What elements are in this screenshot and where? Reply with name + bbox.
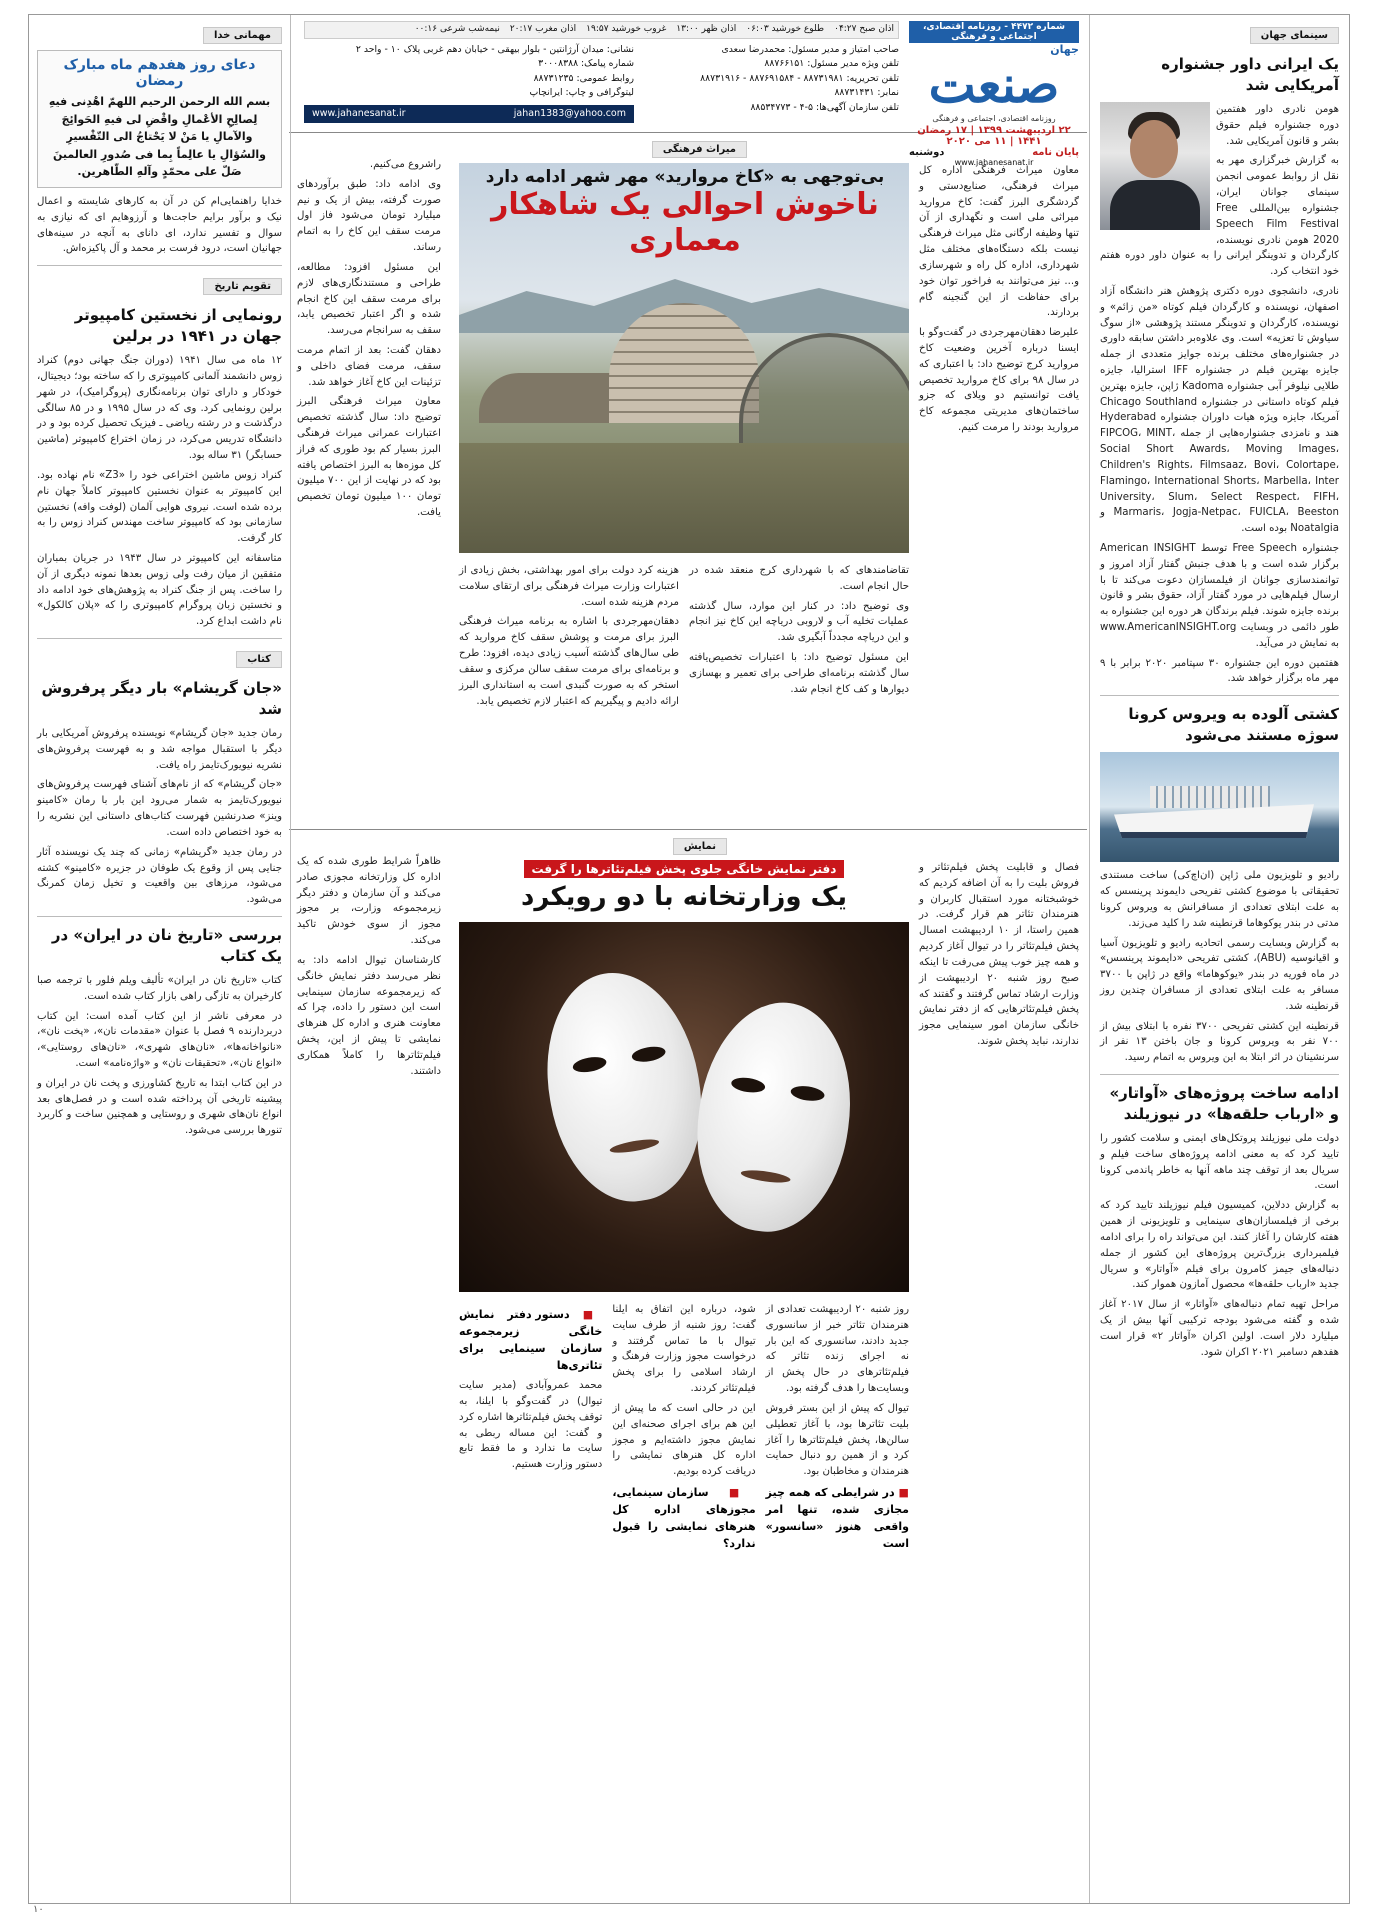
story-first-computer-body <box>37 353 282 630</box>
prayer-translation: خدایا راهنمایی‌ام کن در آن به کارهای شایسته و اعمال نیک و برآور برایم حاجت‌ها و آرزوهایم ای که نیازی به سوال و تفسیر ندارد، ای دانای به آنچه در سینه‌های جهانیان است، درود فرست بر محمد و آل پاکیزه‌اش. <box>37 195 282 255</box>
theatre-bottom-col-b <box>612 1302 755 1556</box>
prayer-times-bar <box>304 21 899 39</box>
newspaper-page <box>28 14 1350 1915</box>
info-line: نشانی: میدان آرژانتین - بلوار بیهقی - خیابان دهم غربی پلاک ۱۰ - واحد ۲ <box>355 43 634 55</box>
paragraph: رادیو و تلویزیون ملی ژاپن (ان‌اچ‌کی) ساخت مستندی تحقیقاتی با موضوع کشتی تفریحی دایموند پرینسس که به علت ابتلای تعدادی از مسافرانش به ویروس کرونا مدتی در بندر یوکوهاما قرنطینه شد را کلید می‌زند. <box>1100 870 1339 929</box>
paragraph: معاون میراث فرهنگی اداره کل میراث فرهنگی، صنایع‌دستی و گردشگری البرز گفت: کاخ مروارید میراثی ملی است و نگهداری از آن تنها وظیفه ارگانی مثل میراث فرهنگی نیست بلکه دستگاه‌های مختلف مثل شهرداری، اداره کل راه و شهرسازی و... نیز می‌توانند به فراخور توان خود برای حفاظت از این گنجینه گام بردارند. <box>919 165 1079 319</box>
paragraph: ۱۲ ماه می سال ۱۹۴۱ (دوران جنگ جهانی دوم) کنراد زوس دانشمند آلمانی کامپیوتری را که ساخته بود؛ دیجیتال، خودکار و دارای توان برنامه‌نگاری (پروگرامیک)، در شهر برلین رونمایی کرد. وی که در سال ۱۹۹۵ و در ۸۵ سالگی درگذشت و در رشته ریاضی ـ فیزیک تحصیل کرده بود و در دانشگاه تدریس می‌کرد، در زمان اختراع کامپیوتر (ماشین حسابگر) ۳۱ ساله بود. <box>37 355 282 462</box>
paragraph: کنراد زوس ماشین اختراعی خود را «Z3» نام نهاده بود. این کامپیوتر به عنوان نخستین کامپیوتر کاملاً جهان نام برده شده است. نیروی هوایی آلمان (لوفت وافه) نخستین سازمانی بود که کامپیوتر ساخت مهندس کنراد زوس را به کار گرفت. <box>37 469 282 545</box>
story-bread-history-body <box>37 973 282 1139</box>
photo-shell-structure <box>739 333 909 453</box>
page-label: پایان نامه <box>1032 147 1079 158</box>
divider <box>37 265 282 266</box>
ship-deck <box>1150 786 1270 808</box>
info-line: شماره پیامک: ۳۰۰۰۸۳۸۸ <box>538 58 634 70</box>
paragraph: کارشناسان تیوال ادامه داد: به نظر می‌رسد دفتر نمایش خانگی که زیرمجموعه سازمان سینمایی است این دستور را داده، چرا که معاونت هنری و اداره کل هنرهای نمایشی تا پیش از این، پخش فیلم‌تئاترها را کاملاً همکاری داشتند. <box>297 954 441 1077</box>
info-line: تلفن سازمان آگهی‌ها: ۵-۴ - ۸۸۵۳۴۷۷۳ <box>750 101 899 113</box>
info-line: تلفن تحریریه: ۸۸۷۳۱۹۸۱ - ۸۸۷۶۹۱۵۸۴ - ۸۸۷۳۱۹۱۶ <box>700 72 899 84</box>
page-number: ۱۰ <box>33 1904 44 1915</box>
paragraph: ظاهراً شرایط طوری شده که یک اداره کل وزارتخانه مجوزی صادر می‌کند و آن سازمان و دفتر دیگر زیرمجموعه وزارت، بر مجوز مجوز از سوی خودش تاکید می‌کند. <box>297 856 441 947</box>
story-avatar-body <box>1100 1131 1339 1360</box>
paragraph: فصال و قابلیت پخش فیلم‌تئاتر و فروش بلیت را به آن اضافه کردیم که خوشبختانه مورد استقبال کاربران و هنرمندان تئاتر هم قرار گرفت. در همین راستا، از ۱۰ اردیبهشت امسال پخش فیلم‌تئاتر را در تیوال آغاز کردیم و همه چیز خوب پیش می‌رفت تا اینکه صبح روز شنبه ۲۰ اردیبهشت از وزارت ارشاد تماس گرفتند و گفتند که پخش فیلم‌تئاترهایی که از دفتر نمایش خانگی سازمان امور سینمایی مجوز ندارند، نباید پخش شوند. <box>919 862 1080 1047</box>
photo-ground <box>459 443 909 553</box>
paragraph: این مسئول توضیح داد: با اعتبارات تخصیص‌یافته سال گذشته برنامه‌ای طراحی برای تعمیر و بهسازی دیوارها و کف کاخ انجام شد. <box>689 652 909 695</box>
info-line: لیتوگرافی و چاپ: ایرانچاپ <box>529 87 634 99</box>
info-line: تلفن ویژه مدیر مسئول: ۸۸۷۶۶۱۵۱ <box>764 58 899 70</box>
theatre-bottom-col-a <box>766 1302 909 1556</box>
mask-mouth <box>740 1168 791 1185</box>
theatre-masks-photo <box>459 922 909 1292</box>
theatre-col-right <box>919 860 1079 1054</box>
paragraph: متاسفانه این کامپیوتر در سال ۱۹۴۳ در جریان بمباران متفقین از میان رفت ولی زوس بعدها نمونه دیگری از آن را ساخت. پس از جنگ کنراد به پژوهش‌های خود ادامه داد و نخستین زبان پروگرام کامپیوتری را که «پلان کالکول» نام داشت ابداع کرد. <box>37 552 282 628</box>
story-first-computer-title[interactable]: رونمایی از نخستین کامپیوتر جهان در ۱۹۴۱ در برلین <box>74 306 282 346</box>
portrait-photo <box>1100 102 1210 230</box>
paragraph: به گزارش وبسایت رسمی اتحادیه رادیو و تلویزیون آسیا و اقیانوسیه (ABU)، کشتی تفریحی «دایموند پرینسس» در ماه فوریه در بندر «یوکوهاما» واقع در ژاپن با ۳۷۰۰ مسافر به علت ابتلای تعدادی از مسافران چندین روز قرنطینه شد. <box>1100 937 1340 1012</box>
paragraph: شود، درباره این اتفاق به ایلنا گفت: روز شنبه از طرف سایت تیوال با ما تماس گرفتند و درخواست مجوز وزارت فرهنگ و ارشاد اسلامی را برای پخش فیلم‌تئاتر کردند. <box>612 1304 756 1395</box>
left-column <box>29 15 291 1903</box>
divider <box>1100 695 1339 696</box>
paragraph: دولت ملی نیوزیلند پروتکل‌های ایمنی و سلامت کشور را تایید کرد که به معنی ادامه پروژه‌های ساخت فیلم و سریال بعد از توقف چند ماهه آنها به خاطر پاندمی کرونا است. <box>1100 1133 1339 1192</box>
divider <box>37 916 282 917</box>
paragraph: تقاضامندهای که با شهرداری کرج منعقد شده در حال انجام است. <box>689 565 909 592</box>
paragraph: در رمان جدید «گریشام» زمانی که چند یک نویسنده آثار جنایی پس از وقوع یک طوفان در جزیره «کامینو» کشته می‌شود، مرزهای بین واقعیت و تخیل زمان کمرنگ می‌شود. <box>37 846 282 906</box>
paragraph: رمان جدید «جان گریشام» نویسنده پرفروش آمریکایی بار دیگر با استقبال مواجه شد و به فهرست پرفروش‌های نشریه نیویورک‌تایمز راه یافت. <box>37 728 282 771</box>
paragraph: روز شنبه ۲۰ اردیبهشت تعدادی از هنرمندان تئاتر خبر از سانسوری جدید دادند، سانسوری که این بار نه اجرای زنده تئاتر که فیلم‌تئاترهای در حال پخش از وبسایت‌ها را هدف گرفته بود. <box>765 1304 909 1395</box>
mask-eye <box>730 1076 766 1095</box>
divider <box>1100 1074 1339 1075</box>
heritage-bottom-col-a <box>689 563 909 713</box>
issue-date: ۲۲ اردیبهشت ۱۳۹۹ | ۱۷ رمضان ۱۴۴۱ | ۱۱ می ۲۰۲۰ <box>917 125 1071 147</box>
mask-right <box>684 993 865 1242</box>
subheading: ■ سازمان سینمایی، مجوزهای اداره کل هنرهای نمایشی را قبول ندارد؟ <box>612 1484 755 1552</box>
heritage-headline[interactable]: ناخوش احوالی یک شاهکار معماری <box>491 187 879 258</box>
theatre-story <box>289 830 1087 1903</box>
heritage-col-right <box>919 163 1079 440</box>
prayer-time: اذان صبح ۰۴:۲۷ <box>834 24 894 34</box>
theatre-bottom-col-c <box>459 1302 602 1556</box>
center-column <box>289 15 1087 1903</box>
ship-hull <box>1114 804 1314 838</box>
paragraph: به گزارش ددلاین، کمیسیون فیلم نیوزیلند تایید کرد که برخی از فیلمسازان‌های سینمایی و تلویزیونی از همین هفته کارشان را آغاز کنند. این می‌تواند راه را برای ادامه فیلمبرداری بزرگ‌ترین پروژه‌های این کشور از جمله دنباله‌های جیمز کامرون برای فیلم «آواتار» و سریال جدید «ارباب حلقه‌ها» محصول آمازون هموار کند. <box>1100 1200 1339 1291</box>
paragraph: «جان گریشام» که از نام‌های آشنای فهرست پرفروش‌های نیویورک‌تایمز به شمار می‌رود این بار با رمان «کامینو وینز» صدرنشین فهرست کتاب‌های داستانی این نشریه را به خود اختصاص داده است. <box>37 779 282 838</box>
email-link[interactable]: jahan1383@yahoo.com <box>513 107 626 119</box>
story-iranian-juror-title[interactable]: یک ایرانی داور جشنواره آمریکایی شد <box>1161 55 1339 94</box>
heritage-title-block <box>465 167 905 259</box>
logo-tagline: روزنامه اقتصادی، اجتماعی و فرهنگی <box>932 114 1056 123</box>
issue-strip: شماره ۴۴۷۲ - روزنامه اقتصادی، اجتماعی و فرهنگی <box>909 21 1079 43</box>
story-bread-history-title[interactable]: بررسی «تاریخ نان در ایران» در یک کتاب <box>51 925 282 965</box>
paragraph: دهقان‌مهرجردی با اشاره به برنامه میراث فرهنگی البرز برای مرمت و پوشش سقف کاخ مروارید که طی سال‌های گذشته آسیب زیادی دیده، افزود: طرح و برنامه‌ای برای مرمت سقف سالن مرکزی و سقف استخر که به صورت گنبدی است به استانداری البرز ارائه دادیم و پیگیریم که اعتبار لازم تخصیص یابد. <box>459 616 679 707</box>
prayer-time: طلوع خورشید ۰۶:۰۳ <box>746 24 825 34</box>
section-tab-ramadan: مهمانی خدا <box>203 27 282 44</box>
subheading: ■ در شرایطی که همه چیز مجازی شده، تنها امر واقعی هنوز «سانسور» است <box>766 1484 909 1552</box>
right-column <box>1089 15 1349 1903</box>
heritage-bottom-col-b <box>459 563 679 713</box>
portrait-shirt <box>1110 180 1200 230</box>
weekday: دوشنبه <box>909 147 945 158</box>
cruise-ship-photo <box>1100 752 1339 862</box>
story-avatar-title[interactable]: ادامه ساخت پروژه‌های «آواتار» و «ارباب حلقه‌ها» در نیوزیلند <box>1109 1084 1339 1123</box>
paragraph: معاون میراث فرهنگی البرز توضیح داد: سال گذشته تخصیص اعتبارات عمرانی میراث فرهنگی البرز بسیار کم بود طوری که فراز کل موزه‌ها به البرز اختصاص یافته بود که در نهایت از این ۷۰۰ میلیون تومان ۱۰۰ میلیون تومان تخصیص یافت. <box>297 396 441 519</box>
heritage-story <box>289 133 1087 830</box>
theatre-col-left <box>289 854 449 1083</box>
section-tab-theatre: نمایش <box>673 838 727 855</box>
paragraph: این در حالی است که ما پیش از این هم برای اجرای صحنه‌ای این نمایش مجوز داشته‌ایم و مجوز اداره کل هنرهای نمایشی را دریافت کرده بودیم. <box>612 1402 756 1478</box>
mask-eye <box>631 1044 667 1064</box>
paragraph: قرنطینه این کشتی تفریحی ۳۷۰۰ نفره با ابتلای بیش از ۷۰۰ نفر به ویروس کرونا و جان باختن ۱۳ نفر از سرنشینان در اثر ابتلا به این ویروس به اتمام رسید. <box>1100 1020 1340 1064</box>
story-grisham-title[interactable]: «جان گریشام» بار دیگر پرفروش شد <box>41 679 282 719</box>
heritage-col-left <box>289 157 449 525</box>
section-tab-books: کتاب <box>236 651 282 668</box>
prayer-time: نیمه‌شب شرعی ۰۰:۱۶ <box>414 24 500 34</box>
mask-mouth <box>609 1137 660 1156</box>
heritage-kicker: بی‌توجهی به «کاخ مروارید» مهر شهر ادامه دارد <box>485 167 885 187</box>
theatre-title-block <box>459 858 909 912</box>
website-link[interactable]: www.jahanesanat.ir <box>312 107 406 119</box>
theatre-bottom-text <box>459 1302 909 1556</box>
theatre-headline[interactable]: یک وزارتخانه با دو رویکرد <box>521 882 847 912</box>
paragraph: علیرضا دهقان‌مهرجردی در گفت‌وگو با ایسنا درباره آخرین وضعیت کاخ مروارید کرج توضیح داد: با اعتباری که در سال ۹۸ برای کاخ مروارید تخصیص یافت توانستیم دو ویلای که جزو ساختمان‌های مدیریتی مجموعه کاخ مروارید بودند را مرمت کنیم. <box>919 327 1079 433</box>
story-grisham-body <box>37 726 282 908</box>
paragraph: در معرفی ناشر از این کتاب آمده است: این کتاب دربردارنده ۹ فصل با عنوان «مقدمات نان»، «پخت نان»، «نانواخانه‌ها»، «نان‌های شهری»، «نان‌های روستایی»، «انواع نان»، «تحقیقات نان» و «واژه‌نامه» است. <box>37 1010 282 1070</box>
divider <box>37 638 282 639</box>
web-email-bar <box>304 105 634 124</box>
paragraph: وی توضیح داد: در کنار این موارد، سال گذشته عملیات تخلیه آب و لاروبی دریاچه این کاخ نیز انجام و این دریاچه مجدداً آبگیری شد. <box>689 600 909 644</box>
prayer-time: اذان ظهر ۱۳:۰۰ <box>676 24 737 34</box>
mask-left <box>530 961 718 1214</box>
paragraph: تیوال که پیش از این بستر فروش بلیت تئاترها بود، با آغاز تعطیلی سالن‌ها، پخش فیلم‌تئاترها را آغاز کرد و از همین رو دنبال حمایت هنرمندان و مخاطبان بود. <box>765 1402 909 1478</box>
heritage-bottom-text <box>459 563 909 713</box>
paragraph: کتاب «تاریخ نان در ایران» تألیف ویلم فلور با ترجمه صبا کارخیران به تازگی راهی بازار کتاب شده است. <box>37 974 282 1002</box>
section-tab-heritage: میراث فرهنگی <box>652 141 747 158</box>
info-line: نمابر: ۸۸۷۳۱۴۳۱ <box>834 87 899 99</box>
logo-wordmark: صنعت <box>928 55 1060 114</box>
paragraph: هفتمین دوره این جشنواره ۳۰ سپتامبر ۲۰۲۰ برابر با ۹ مهر ماه برگزار خواهد شد. <box>1100 657 1340 685</box>
paragraph: دهقان گفت: بعد از اتمام مرمت سقف، مرمت فضای داخلی و تزئینات این کاخ آغاز خواهد شد. <box>297 344 441 388</box>
prayer-title: دعای روز هفدهم ماه مبارک رمضان <box>63 57 256 89</box>
portrait-face <box>1130 120 1178 178</box>
logo-prefix: جهان <box>1050 43 1079 56</box>
masthead-info <box>304 21 899 123</box>
mask-eye <box>572 1055 608 1075</box>
paragraph: هومن نادری داور هفتمین دوره جشنواره فیلم حقوق بشر و قانون آمریکایی شد. <box>1216 104 1339 147</box>
paragraph: در این کتاب ابتدا به تاریخ کشاورزی و پخت نان در ایران و پیشینه تاریخی آن پرداخته شده است و در فصل‌های بعد انواع نان‌های شهری و روستایی و همچنین ساخت و کاربرد تنورها بررسی می‌شود. <box>37 1077 282 1137</box>
info-line: روابط عمومی: ۸۸۷۳۱۲۳۵ <box>533 72 634 84</box>
paragraph: این مسئول افزود: مطالعه، طراحی و مستندنگاری‌های لازم برای مرمت سقف این کاخ انجام شده و اگر اعتبار تخصیص یابد، سقف به سرانجام می‌رسد. <box>297 261 441 337</box>
paragraph: جشنواره Free Speech توسط American INSIGHT برگزار شده است و با هدف جنبش گفتار آزاد امروز و توانمندسازی جوانان از فیلمسازان دعوت می‌کند تا با ارسال فیلم‌هایی در مورد گفتار آزاد، حقوق بشر و قانون برنده جایزه شوند. فیلم برندگان هر دوره این جشنواره به طور دائمی در وبسایت www.AmericanINSIGHT.org به نمایش در می‌آید. <box>1100 542 1340 649</box>
paragraph: نادری، دانشجوی دوره دکتری پژوهش هنر دانشگاه آزاد اصفهان، نویسنده و کارگردان فیلم کوتاه «من زائم» و نویسنده، کارگردان و تدوینگر مستند پژوهشی «از سوگ سیاوش تا تعزیه» است. وی علاوه‌بر داشتن سابقه داوری در جشنواره‌های مختلف برنده جوایز متعددی از جمله جایزه بهترین فیلم در جشنواره IFF استرالیا، جایزه طلایی نیلوفر آبی جشنواره Kadoma ژاپن، جایزه بهترین فیلم کوتاه داستانی در جشنواره Chicago Southland آمریکا، جایزه ویژه هیات داوران جشنواره Hyderabad هند و نامزدی جشنواره‌هایی از جمله FIPCOG، MINT، Social Short Awards، Moving Images، Children's Rights، Filmsaaz، Bovi، Colortape، Flamingo، International Shorts، Marbella، Inter University، Slum، Select Respect، FIFH، Marmaris، Jogja-Netpac، FUICLA، Beeston و Noatalgia بوده است. <box>1100 285 1339 535</box>
prayer-time: غروب خورشید ۱۹:۵۷ <box>586 24 667 34</box>
section-tab-history: تقویم تاریخ <box>203 278 282 295</box>
story-cruise-ship-body <box>1100 868 1339 1066</box>
website-small[interactable]: www.jahanesanat.ir <box>954 158 1034 167</box>
masthead-info-left <box>304 43 634 123</box>
paragraph: راشروع می‌کنیم. <box>369 159 441 170</box>
theatre-kicker: دفتر نمایش خانگی جلوی پخش فیلم‌تئاترها را گرفت <box>524 860 845 878</box>
masthead-info-right <box>642 43 899 123</box>
prayer-arabic-text: بسم الله الرحمن الرحیم اللهمّ اهْدِنی فیهِ لِصالِحِ الأعْمالِ واقْضِ لی فیهِ الحَوائِجَ والآمالِ یا مَنْ لا یَحْتاجُ الی التّفْسیرِ والسُؤالِ یا عالِماً بِما فی صُدورِ العالمینَ صَلّ علی محمّدٍ وآلهِ الطّاهرین. <box>48 95 271 179</box>
paragraph: مراحل تهیه تمام دنباله‌های «آواتار» از سال ۲۰۱۷ آغاز شده و گفته می‌شود بودجه ترکیبی آنها بیش از یک میلیارد دلار است. اولین اکران «آواتار ۲» قرار است هفدهم دسامبر ۲۰۲۱ اکران شود. <box>1100 1299 1339 1358</box>
story-cruise-ship-title[interactable]: کشتی آلوده به ویروس کرونا سوژه مستند می‌شود <box>1128 705 1339 745</box>
daily-prayer-box <box>37 50 282 188</box>
mask-eye <box>790 1084 826 1103</box>
paragraph: محمد عمروآبادی (مدیر سایت تیوال) در گفت‌وگو با ایلنا، به توقف پخش فیلم‌تئاترها اشاره کرد و گفت: این مساله ربطی به سایت ما ندارد و ما فقط تابع دستور وزارت هستیم. <box>459 1380 603 1471</box>
paragraph: به گزارش خبرگزاری مهر به نقل از روابط عمومی انجمن سینمای جوانان ایران، جشنواره بین‌المللی Free Speech Film Festival 2020 هومن نادری نویسنده، کارگردان و تدوینگر ایرانی را به عنوان داور دوره هفتم خود انتخاب کرد. <box>1100 155 1339 278</box>
subheading: ■ دستور دفتر نمایش خانگی زیرمجموعه سازمان سینمایی برای تئاتری‌ها <box>459 1306 602 1374</box>
info-line: صاحب امتیاز و مدیر مسئول: محمدرضا سعدی <box>721 43 899 55</box>
paragraph: هزینه کرد دولت برای امور بهداشتی، بخش زیادی از اعتبارات وزارت میراث فرهنگی برای ارتقای سلامت مردم هزینه شده است. <box>459 565 679 608</box>
prayer-time: اذان مغرب ۲۰:۱۷ <box>509 24 577 34</box>
newspaper-logo[interactable] <box>909 21 1079 167</box>
section-tab-world-cinema: سینمای جهان <box>1250 27 1339 44</box>
paragraph: وی ادامه داد: طبق برآوردهای صورت گرفته، بیش از یک و نیم میلیارد تومان می‌شود فاز اول مرمت سقف این کاخ را به اتمام رساند. <box>297 178 441 254</box>
